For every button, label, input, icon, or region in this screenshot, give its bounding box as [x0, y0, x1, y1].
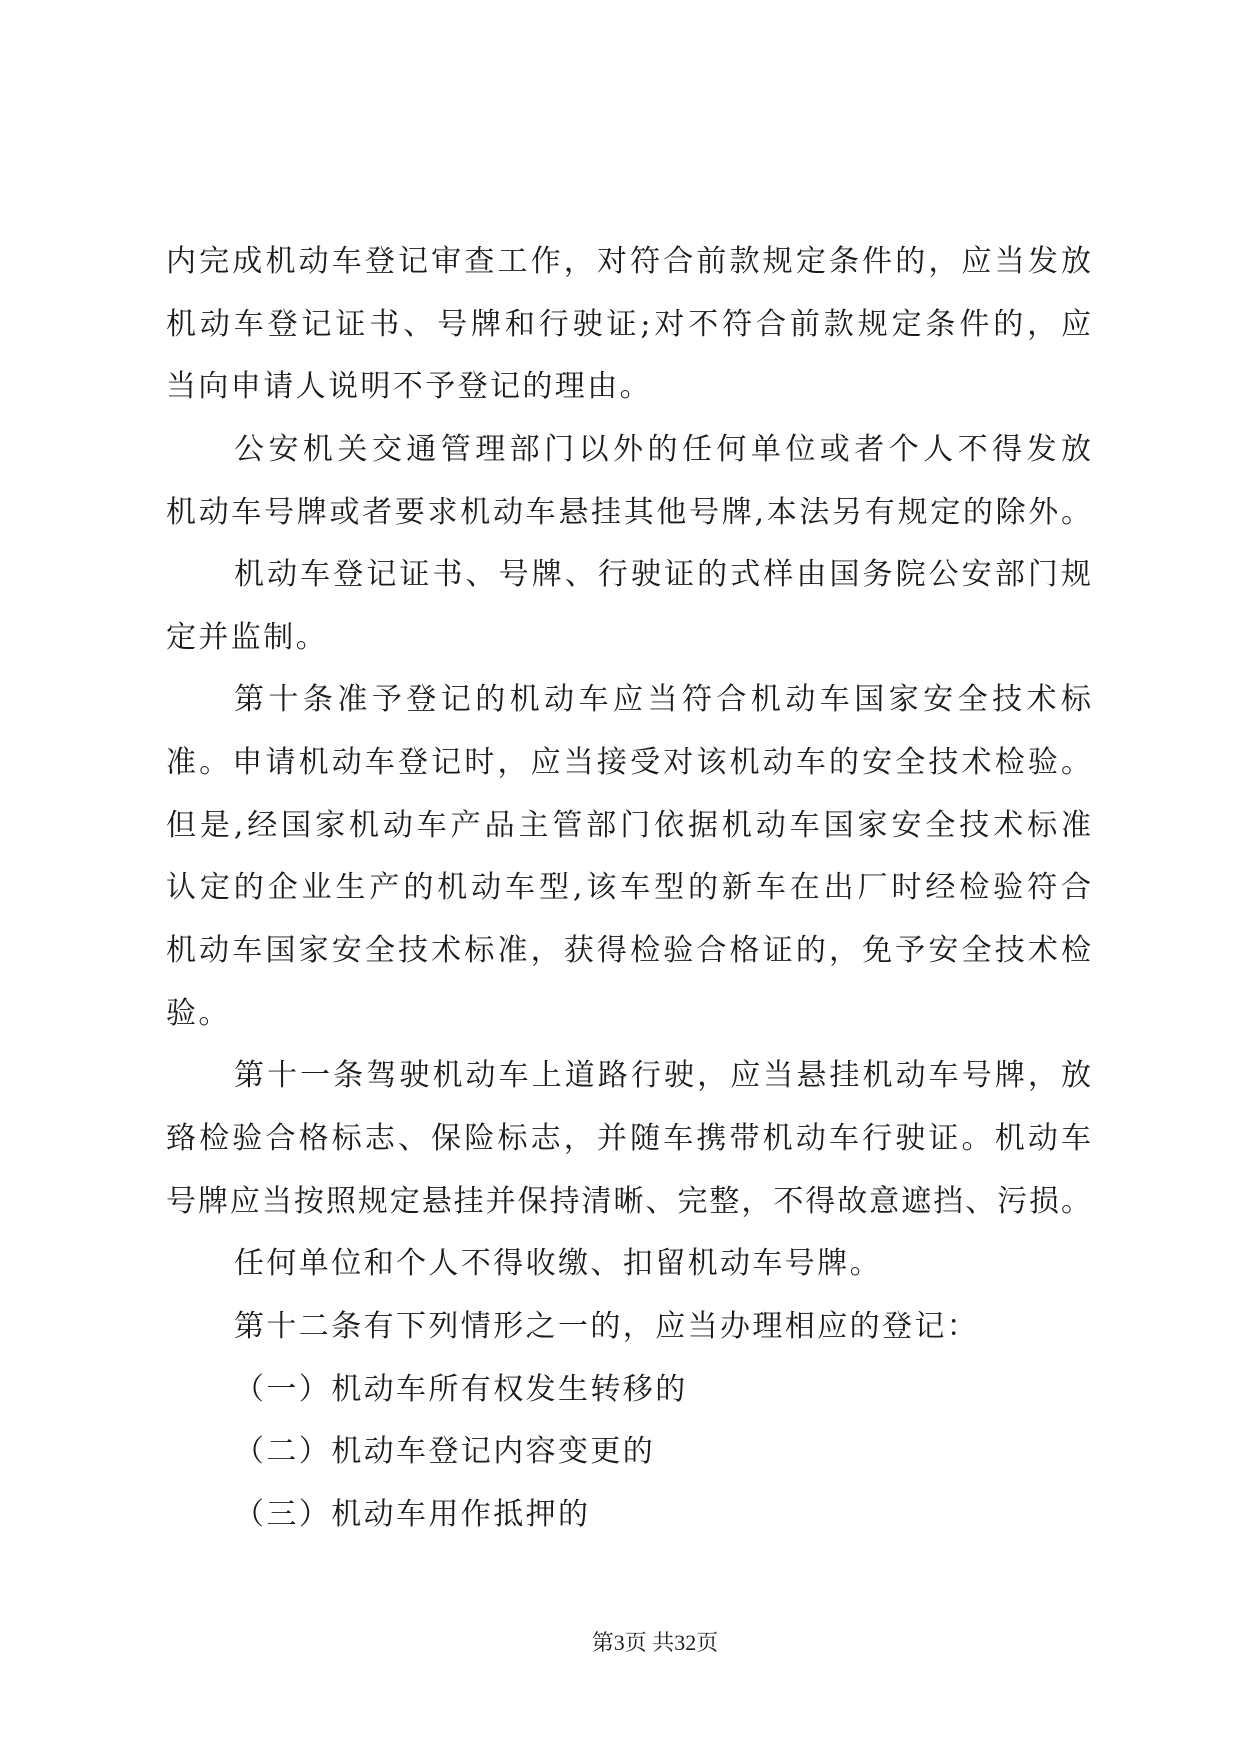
text-line: 机动车号牌或者要求机动车悬挂其他号牌,本法另有规定的除外。: [166, 494, 1091, 530]
text-line: 认定的企业生产的机动车型,该车型的新车在出厂时经检验符合: [166, 870, 1091, 906]
list-item: [166, 1421, 1091, 1484]
text-line: 第十一条驾驶机动车上道路行驶，应当悬挂机动车号牌，放: [234, 1058, 1091, 1094]
text-line: 机动车登记证书、号牌、行驶证的式样由国务院公安部门规: [234, 557, 1091, 593]
paragraph: [166, 231, 1091, 419]
text-line: （三）机动车用作抵押的: [234, 1496, 591, 1532]
text-line: 臵检验合格标志、保险标志，并随车携带机动车行驶证。机动车: [166, 1120, 1091, 1156]
text-line: 机动车登记证书、号牌和行驶证;对不符合前款规定条件的，应: [166, 306, 1091, 342]
text-line: 第十二条有下列情形之一的，应当办理相应的登记：: [234, 1308, 980, 1344]
paragraph-article-12: [166, 1296, 1091, 1359]
text-line: 定并监制。: [166, 619, 328, 655]
text-line: 内完成机动车登记审查工作，对符合前款规定条件的，应当发放: [166, 244, 1091, 279]
text-line: 第十条准予登记的机动车应当符合机动车国家安全技术标: [234, 682, 1091, 718]
list-item: [166, 1484, 1091, 1547]
page-number-footer: 第3页 共32页: [591, 1630, 719, 1655]
text-line: （一）机动车所有权发生转移的: [234, 1371, 688, 1407]
text-line: （二）机动车登记内容变更的: [234, 1434, 656, 1470]
text-line: 任何单位和个人不得收缴、扣留机动车号牌。: [234, 1246, 882, 1282]
text-line: 机动车国家安全技术标准，获得检验合格证的，免予安全技术检: [166, 933, 1091, 969]
list-item: [166, 1359, 1091, 1422]
paragraph: [166, 544, 1091, 669]
text-line: 准。申请机动车登记时，应当接受对该机动车的安全技术检验。: [166, 745, 1091, 781]
paragraph-article-11: [166, 1045, 1091, 1233]
paragraph: [166, 419, 1091, 544]
text-line: 验。: [166, 995, 231, 1031]
paragraph-article-10: [166, 669, 1091, 1045]
text-line: 公安机关交通管理部门以外的任何单位或者个人不得发放: [234, 431, 1091, 467]
document-body: [166, 231, 1091, 1546]
paragraph: [166, 1233, 1091, 1296]
text-line: 但是,经国家机动车产品主管部门依据机动车国家安全技术标准: [166, 807, 1091, 843]
text-line: 号牌应当按照规定悬挂并保持清晰、完整，不得故意遮挡、污损。: [166, 1183, 1091, 1219]
text-line: 当向申请人说明不予登记的理由。: [166, 369, 652, 405]
